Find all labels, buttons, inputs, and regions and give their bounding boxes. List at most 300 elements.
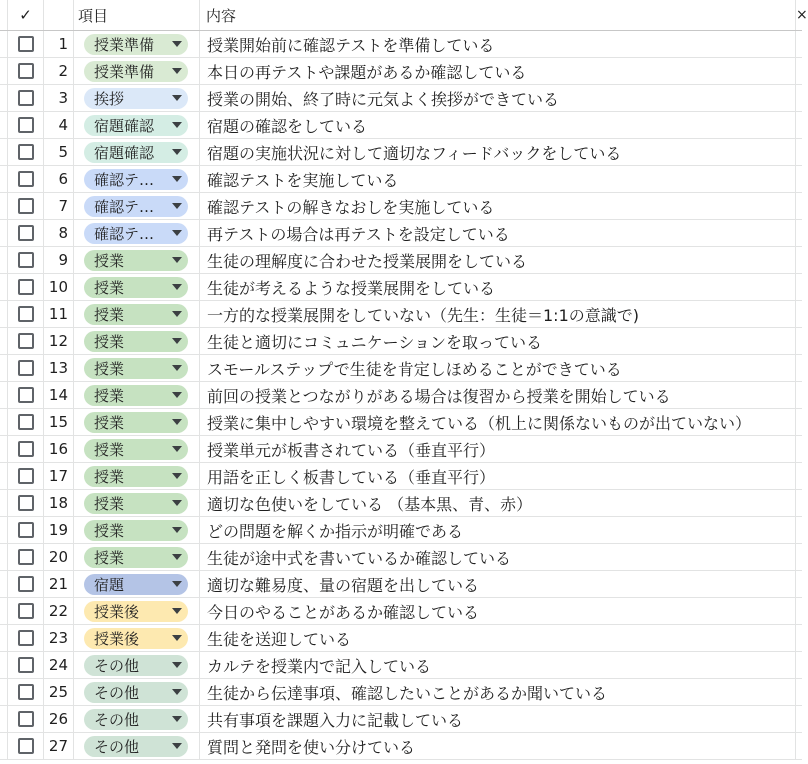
- row-check-cell[interactable]: [8, 139, 44, 165]
- row-checkbox[interactable]: [18, 387, 34, 403]
- category-chip-label: 確認テ…: [94, 224, 155, 243]
- category-chip-label: 授業: [94, 251, 125, 270]
- category-cell[interactable]: [74, 409, 200, 435]
- dropdown-arrow-icon[interactable]: [172, 716, 182, 722]
- dropdown-arrow-icon[interactable]: [172, 149, 182, 155]
- category-cell[interactable]: [74, 463, 200, 489]
- row-checkbox[interactable]: [18, 468, 34, 484]
- row-number: 2: [44, 58, 74, 84]
- category-chip-label: その他: [94, 710, 140, 729]
- row-gutter: [0, 112, 8, 138]
- category-cell[interactable]: [74, 58, 200, 84]
- table-row: [0, 31, 802, 58]
- row-gutter: [0, 409, 8, 435]
- edge-cell: [796, 625, 802, 651]
- category-chip[interactable]: [84, 385, 188, 406]
- row-check-cell[interactable]: [8, 571, 44, 597]
- row-checkbox[interactable]: [18, 63, 34, 79]
- header-row: [0, 0, 808, 31]
- category-chip[interactable]: [84, 493, 188, 514]
- row-gutter: [0, 301, 8, 327]
- row-gutter: [0, 679, 8, 705]
- category-cell[interactable]: [74, 517, 200, 543]
- content-cell[interactable]: どの問題を解くか指示が明確である: [200, 517, 796, 543]
- row-check-cell[interactable]: [8, 652, 44, 678]
- category-chip-label: 確認テ…: [94, 197, 155, 216]
- row-number: 3: [44, 85, 74, 111]
- category-chip-label: 授業準備: [94, 35, 155, 54]
- category-cell[interactable]: [74, 247, 200, 273]
- row-checkbox[interactable]: [18, 522, 34, 538]
- content-cell[interactable]: 適切な色使いをしている （基本黒、青、赤）: [200, 490, 796, 516]
- row-check-cell[interactable]: [8, 112, 44, 138]
- row-gutter: [0, 490, 8, 516]
- content-cell[interactable]: 宿題の確認をしている: [200, 112, 796, 138]
- row-check-cell[interactable]: [8, 220, 44, 246]
- row-checkbox[interactable]: [18, 576, 34, 592]
- row-check-cell[interactable]: [8, 328, 44, 354]
- edge-cell: [796, 247, 802, 273]
- category-cell[interactable]: [74, 166, 200, 192]
- category-chip-label: 宿題: [94, 575, 125, 594]
- row-check-cell[interactable]: [8, 598, 44, 624]
- edge-cell: [796, 679, 802, 705]
- table-row: [0, 166, 802, 193]
- row-number: 23: [44, 625, 74, 651]
- category-cell[interactable]: [74, 85, 200, 111]
- table-row: [0, 85, 802, 112]
- row-check-cell[interactable]: [8, 166, 44, 192]
- row-number: 1: [44, 31, 74, 57]
- content-cell[interactable]: スモールステップで生徒を肯定しほめることができている: [200, 355, 796, 381]
- category-chip-label: 授業: [94, 332, 125, 351]
- category-chip[interactable]: [84, 655, 188, 676]
- row-check-cell[interactable]: [8, 436, 44, 462]
- edge-cell: [796, 490, 802, 516]
- row-checkbox[interactable]: [18, 198, 34, 214]
- row-gutter: [0, 193, 8, 219]
- content-cell[interactable]: 質問と発問を使い分けている: [200, 733, 796, 759]
- edge-cell: [796, 652, 802, 678]
- category-chip[interactable]: [84, 115, 188, 136]
- row-number: 6: [44, 166, 74, 192]
- category-chip-label: 授業後: [94, 602, 140, 621]
- row-checkbox[interactable]: [18, 279, 34, 295]
- dropdown-arrow-icon[interactable]: [172, 311, 182, 317]
- row-check-cell[interactable]: [8, 355, 44, 381]
- row-checkbox[interactable]: [18, 360, 34, 376]
- category-chip[interactable]: [84, 466, 188, 487]
- category-chip[interactable]: [84, 358, 188, 379]
- table-row: [0, 652, 802, 679]
- edge-cell: [796, 193, 802, 219]
- content-cell[interactable]: 再テストの場合は再テストを設定している: [200, 220, 796, 246]
- row-number: 26: [44, 706, 74, 732]
- category-cell[interactable]: [74, 598, 200, 624]
- dropdown-arrow-icon[interactable]: [172, 473, 182, 479]
- table-row: [0, 571, 802, 598]
- row-number: 7: [44, 193, 74, 219]
- row-check-cell[interactable]: [8, 679, 44, 705]
- content-cell[interactable]: 今日のやることがあるか確認している: [200, 598, 796, 624]
- table-row: [0, 112, 802, 139]
- row-number: 13: [44, 355, 74, 381]
- category-chip-label: 授業: [94, 278, 125, 297]
- edge-cell: [796, 328, 802, 354]
- category-chip-label: その他: [94, 656, 140, 675]
- row-number: 16: [44, 436, 74, 462]
- row-gutter: [0, 0, 8, 30]
- content-cell[interactable]: 用語を正しく板書している（垂直平行）: [200, 463, 796, 489]
- category-chip[interactable]: [84, 331, 188, 352]
- category-chip-label: 授業: [94, 440, 125, 459]
- category-chip-label: 授業: [94, 494, 125, 513]
- category-chip[interactable]: [84, 277, 188, 298]
- row-check-cell[interactable]: [8, 301, 44, 327]
- category-chip-label: 授業: [94, 521, 125, 540]
- row-checkbox[interactable]: [18, 414, 34, 430]
- dropdown-arrow-icon[interactable]: [172, 176, 182, 182]
- table-row: [0, 436, 802, 463]
- category-cell[interactable]: [74, 382, 200, 408]
- category-chip[interactable]: [84, 682, 188, 703]
- content-cell[interactable]: 生徒が考えるような授業展開をしている: [200, 274, 796, 300]
- row-number: 15: [44, 409, 74, 435]
- content-cell[interactable]: 確認テストを実施している: [200, 166, 796, 192]
- row-checkbox[interactable]: [18, 630, 34, 646]
- row-number: 5: [44, 139, 74, 165]
- content-cell[interactable]: 生徒を送迎している: [200, 625, 796, 651]
- row-checkbox[interactable]: [18, 549, 34, 565]
- dropdown-arrow-icon[interactable]: [172, 608, 182, 614]
- row-gutter: [0, 139, 8, 165]
- table-body: [0, 31, 802, 760]
- row-number: 14: [44, 382, 74, 408]
- edge-cell: [796, 85, 802, 111]
- edge-cell: [796, 706, 802, 732]
- category-cell[interactable]: [74, 544, 200, 570]
- content-cell[interactable]: 宿題の実施状況に対して適切なフィードバックをしている: [200, 139, 796, 165]
- dropdown-arrow-icon[interactable]: [172, 662, 182, 668]
- category-chip[interactable]: [84, 574, 188, 595]
- category-cell[interactable]: [74, 733, 200, 759]
- category-cell[interactable]: [74, 706, 200, 732]
- category-chip[interactable]: [84, 709, 188, 730]
- row-gutter: [0, 166, 8, 192]
- table-row: [0, 625, 802, 652]
- category-cell[interactable]: [74, 193, 200, 219]
- dropdown-arrow-icon[interactable]: [172, 743, 182, 749]
- category-chip[interactable]: [84, 412, 188, 433]
- item-column-header[interactable]: [74, 0, 200, 30]
- category-chip[interactable]: [84, 439, 188, 460]
- row-checkbox[interactable]: [18, 441, 34, 457]
- category-chip[interactable]: [84, 34, 188, 55]
- row-check-cell[interactable]: [8, 625, 44, 651]
- category-chip[interactable]: [84, 736, 188, 757]
- category-chip-label: その他: [94, 737, 140, 756]
- row-check-cell[interactable]: [8, 274, 44, 300]
- edge-cell: [796, 220, 802, 246]
- edge-cell: [796, 517, 802, 543]
- dropdown-arrow-icon[interactable]: [172, 95, 182, 101]
- edge-column-header[interactable]: [796, 0, 808, 30]
- dropdown-arrow-icon[interactable]: [172, 68, 182, 74]
- row-gutter: [0, 652, 8, 678]
- content-column-header[interactable]: [200, 0, 796, 30]
- table-row: [0, 706, 802, 733]
- row-gutter: [0, 733, 8, 759]
- category-chip-label: その他: [94, 683, 140, 702]
- row-gutter: [0, 328, 8, 354]
- check-column-header[interactable]: [8, 0, 44, 30]
- category-cell[interactable]: [74, 301, 200, 327]
- category-cell[interactable]: [74, 625, 200, 651]
- content-cell[interactable]: 授業単元が板書されている（垂直平行）: [200, 436, 796, 462]
- category-chip-label: 授業: [94, 359, 125, 378]
- category-chip[interactable]: [84, 223, 188, 244]
- table-row: [0, 544, 802, 571]
- row-check-cell[interactable]: [8, 382, 44, 408]
- category-cell[interactable]: [74, 139, 200, 165]
- category-chip[interactable]: [84, 628, 188, 649]
- edge-cell: [796, 544, 802, 570]
- item-header-label: 項目: [78, 6, 109, 25]
- category-chip-label: 宿題確認: [94, 116, 155, 135]
- row-gutter: [0, 31, 8, 57]
- dropdown-arrow-icon[interactable]: [172, 581, 182, 587]
- category-chip[interactable]: [84, 547, 188, 568]
- category-chip[interactable]: [84, 304, 188, 325]
- row-number: 19: [44, 517, 74, 543]
- edge-cell: [796, 733, 802, 759]
- category-chip-label: 授業: [94, 548, 125, 567]
- row-checkbox[interactable]: [18, 738, 34, 754]
- category-cell[interactable]: [74, 328, 200, 354]
- row-gutter: [0, 355, 8, 381]
- row-number: 10: [44, 274, 74, 300]
- row-gutter: [0, 517, 8, 543]
- content-cell[interactable]: 本日の再テストや課題があるか確認している: [200, 58, 796, 84]
- edge-cell: [796, 571, 802, 597]
- row-gutter: [0, 544, 8, 570]
- category-chip-label: 授業: [94, 305, 125, 324]
- row-check-cell[interactable]: [8, 247, 44, 273]
- row-checkbox[interactable]: [18, 252, 34, 268]
- row-check-cell[interactable]: [8, 544, 44, 570]
- dropdown-arrow-icon[interactable]: [172, 122, 182, 128]
- table-row: [0, 193, 802, 220]
- category-cell[interactable]: [74, 652, 200, 678]
- category-chip[interactable]: [84, 250, 188, 271]
- row-check-cell[interactable]: [8, 517, 44, 543]
- category-chip-label: 確認テ…: [94, 170, 155, 189]
- table-row: [0, 679, 802, 706]
- dropdown-arrow-icon[interactable]: [172, 500, 182, 506]
- row-check-cell[interactable]: [8, 31, 44, 57]
- category-chip-label: 授業: [94, 413, 125, 432]
- content-cell[interactable]: カルテを授業内で記入している: [200, 652, 796, 678]
- content-cell[interactable]: 授業開始前に確認テストを準備している: [200, 31, 796, 57]
- row-number: 8: [44, 220, 74, 246]
- category-cell[interactable]: [74, 31, 200, 57]
- edge-cell: [796, 139, 802, 165]
- row-checkbox[interactable]: [18, 36, 34, 52]
- dropdown-arrow-icon[interactable]: [172, 689, 182, 695]
- content-cell[interactable]: 生徒が途中式を書いているか確認している: [200, 544, 796, 570]
- edge-cell: [796, 58, 802, 84]
- table-row: [0, 139, 802, 166]
- dropdown-arrow-icon[interactable]: [172, 230, 182, 236]
- table-row: [0, 409, 802, 436]
- category-cell[interactable]: [74, 679, 200, 705]
- edge-cell: [796, 31, 802, 57]
- content-cell[interactable]: 生徒の理解度に合わせた授業展開をしている: [200, 247, 796, 273]
- row-number: 12: [44, 328, 74, 354]
- row-checkbox[interactable]: [18, 657, 34, 673]
- dropdown-arrow-icon[interactable]: [172, 338, 182, 344]
- row-checkbox[interactable]: [18, 333, 34, 349]
- row-gutter: [0, 571, 8, 597]
- dropdown-arrow-icon[interactable]: [172, 257, 182, 263]
- content-cell[interactable]: 共有事項を課題入力に記載している: [200, 706, 796, 732]
- edge-cell: [796, 166, 802, 192]
- dropdown-arrow-icon[interactable]: [172, 527, 182, 533]
- content-cell[interactable]: 一方的な授業展開をしていない（先生：生徒＝1:1の意識で): [200, 301, 796, 327]
- row-number: 11: [44, 301, 74, 327]
- category-cell[interactable]: [74, 274, 200, 300]
- category-cell[interactable]: [74, 490, 200, 516]
- row-number: 4: [44, 112, 74, 138]
- check-header-label: ✓: [19, 6, 32, 24]
- row-gutter: [0, 625, 8, 651]
- row-check-cell[interactable]: [8, 58, 44, 84]
- content-cell[interactable]: 生徒から伝達事項、確認したいことがあるか聞いている: [200, 679, 796, 705]
- edge-cell: [796, 463, 802, 489]
- row-checkbox[interactable]: [18, 306, 34, 322]
- edge-header-label: ×: [796, 7, 808, 23]
- table-row: [0, 328, 802, 355]
- dropdown-arrow-icon[interactable]: [172, 419, 182, 425]
- row-gutter: [0, 247, 8, 273]
- edge-cell: [796, 301, 802, 327]
- row-number: 18: [44, 490, 74, 516]
- category-chip[interactable]: [84, 61, 188, 82]
- row-gutter: [0, 706, 8, 732]
- table-row: [0, 598, 802, 625]
- row-checkbox[interactable]: [18, 603, 34, 619]
- content-cell[interactable]: 授業に集中しやすい環境を整えている（机上に関係ないものが出ていない）: [200, 409, 796, 435]
- dropdown-arrow-icon[interactable]: [172, 365, 182, 371]
- content-cell[interactable]: 生徒と適切にコミュニケーションを取っている: [200, 328, 796, 354]
- category-cell[interactable]: [74, 220, 200, 246]
- row-number: 21: [44, 571, 74, 597]
- row-number: 9: [44, 247, 74, 273]
- category-chip[interactable]: [84, 196, 188, 217]
- row-checkbox[interactable]: [18, 117, 34, 133]
- dropdown-arrow-icon[interactable]: [172, 392, 182, 398]
- row-checkbox[interactable]: [18, 684, 34, 700]
- category-chip-label: 宿題確認: [94, 143, 155, 162]
- dropdown-arrow-icon[interactable]: [172, 41, 182, 47]
- category-cell[interactable]: [74, 355, 200, 381]
- category-chip-label: 授業: [94, 386, 125, 405]
- table-row: [0, 58, 802, 85]
- row-check-cell[interactable]: [8, 193, 44, 219]
- row-checkbox[interactable]: [18, 144, 34, 160]
- edge-cell: [796, 382, 802, 408]
- row-check-cell[interactable]: [8, 733, 44, 759]
- row-gutter: [0, 85, 8, 111]
- category-cell[interactable]: [74, 436, 200, 462]
- row-check-cell[interactable]: [8, 706, 44, 732]
- row-number: 24: [44, 652, 74, 678]
- table-row: [0, 301, 802, 328]
- table-row: [0, 247, 802, 274]
- table-row: [0, 517, 802, 544]
- dropdown-arrow-icon[interactable]: [172, 284, 182, 290]
- dropdown-arrow-icon[interactable]: [172, 203, 182, 209]
- dropdown-arrow-icon[interactable]: [172, 635, 182, 641]
- content-cell[interactable]: 前回の授業とつながりがある場合は復習から授業を開始している: [200, 382, 796, 408]
- category-chip-label: 挨拶: [94, 89, 125, 108]
- content-header-label: 内容: [206, 6, 237, 25]
- content-cell[interactable]: 適切な難易度、量の宿題を出している: [200, 571, 796, 597]
- content-cell[interactable]: 授業の開始、終了時に元気よく挨拶ができている: [200, 85, 796, 111]
- content-cell[interactable]: 確認テストの解きなおしを実施している: [200, 193, 796, 219]
- category-chip[interactable]: [84, 520, 188, 541]
- row-number: 17: [44, 463, 74, 489]
- row-gutter: [0, 58, 8, 84]
- row-gutter: [0, 436, 8, 462]
- edge-cell: [796, 409, 802, 435]
- category-chip[interactable]: [84, 601, 188, 622]
- row-checkbox[interactable]: [18, 495, 34, 511]
- row-gutter: [0, 463, 8, 489]
- category-chip-label: 授業: [94, 467, 125, 486]
- row-checkbox[interactable]: [18, 225, 34, 241]
- row-gutter: [0, 274, 8, 300]
- number-column-header[interactable]: [44, 0, 74, 30]
- row-check-cell[interactable]: [8, 409, 44, 435]
- table-row: [0, 274, 802, 301]
- category-cell[interactable]: [74, 112, 200, 138]
- row-check-cell[interactable]: [8, 85, 44, 111]
- dropdown-arrow-icon[interactable]: [172, 446, 182, 452]
- row-number: 27: [44, 733, 74, 759]
- row-gutter: [0, 598, 8, 624]
- row-checkbox[interactable]: [18, 171, 34, 187]
- row-checkbox[interactable]: [18, 90, 34, 106]
- dropdown-arrow-icon[interactable]: [172, 554, 182, 560]
- edge-cell: [796, 598, 802, 624]
- category-chip[interactable]: [84, 142, 188, 163]
- category-chip[interactable]: [84, 169, 188, 190]
- row-checkbox[interactable]: [18, 711, 34, 727]
- category-chip-label: 授業後: [94, 629, 140, 648]
- category-chip[interactable]: [84, 88, 188, 109]
- row-check-cell[interactable]: [8, 490, 44, 516]
- edge-cell: [796, 436, 802, 462]
- category-cell[interactable]: [74, 571, 200, 597]
- row-gutter: [0, 382, 8, 408]
- table-row: [0, 463, 802, 490]
- table-row: [0, 490, 802, 517]
- row-check-cell[interactable]: [8, 463, 44, 489]
- edge-cell: [796, 274, 802, 300]
- row-gutter: [0, 220, 8, 246]
- category-chip-label: 授業準備: [94, 62, 155, 81]
